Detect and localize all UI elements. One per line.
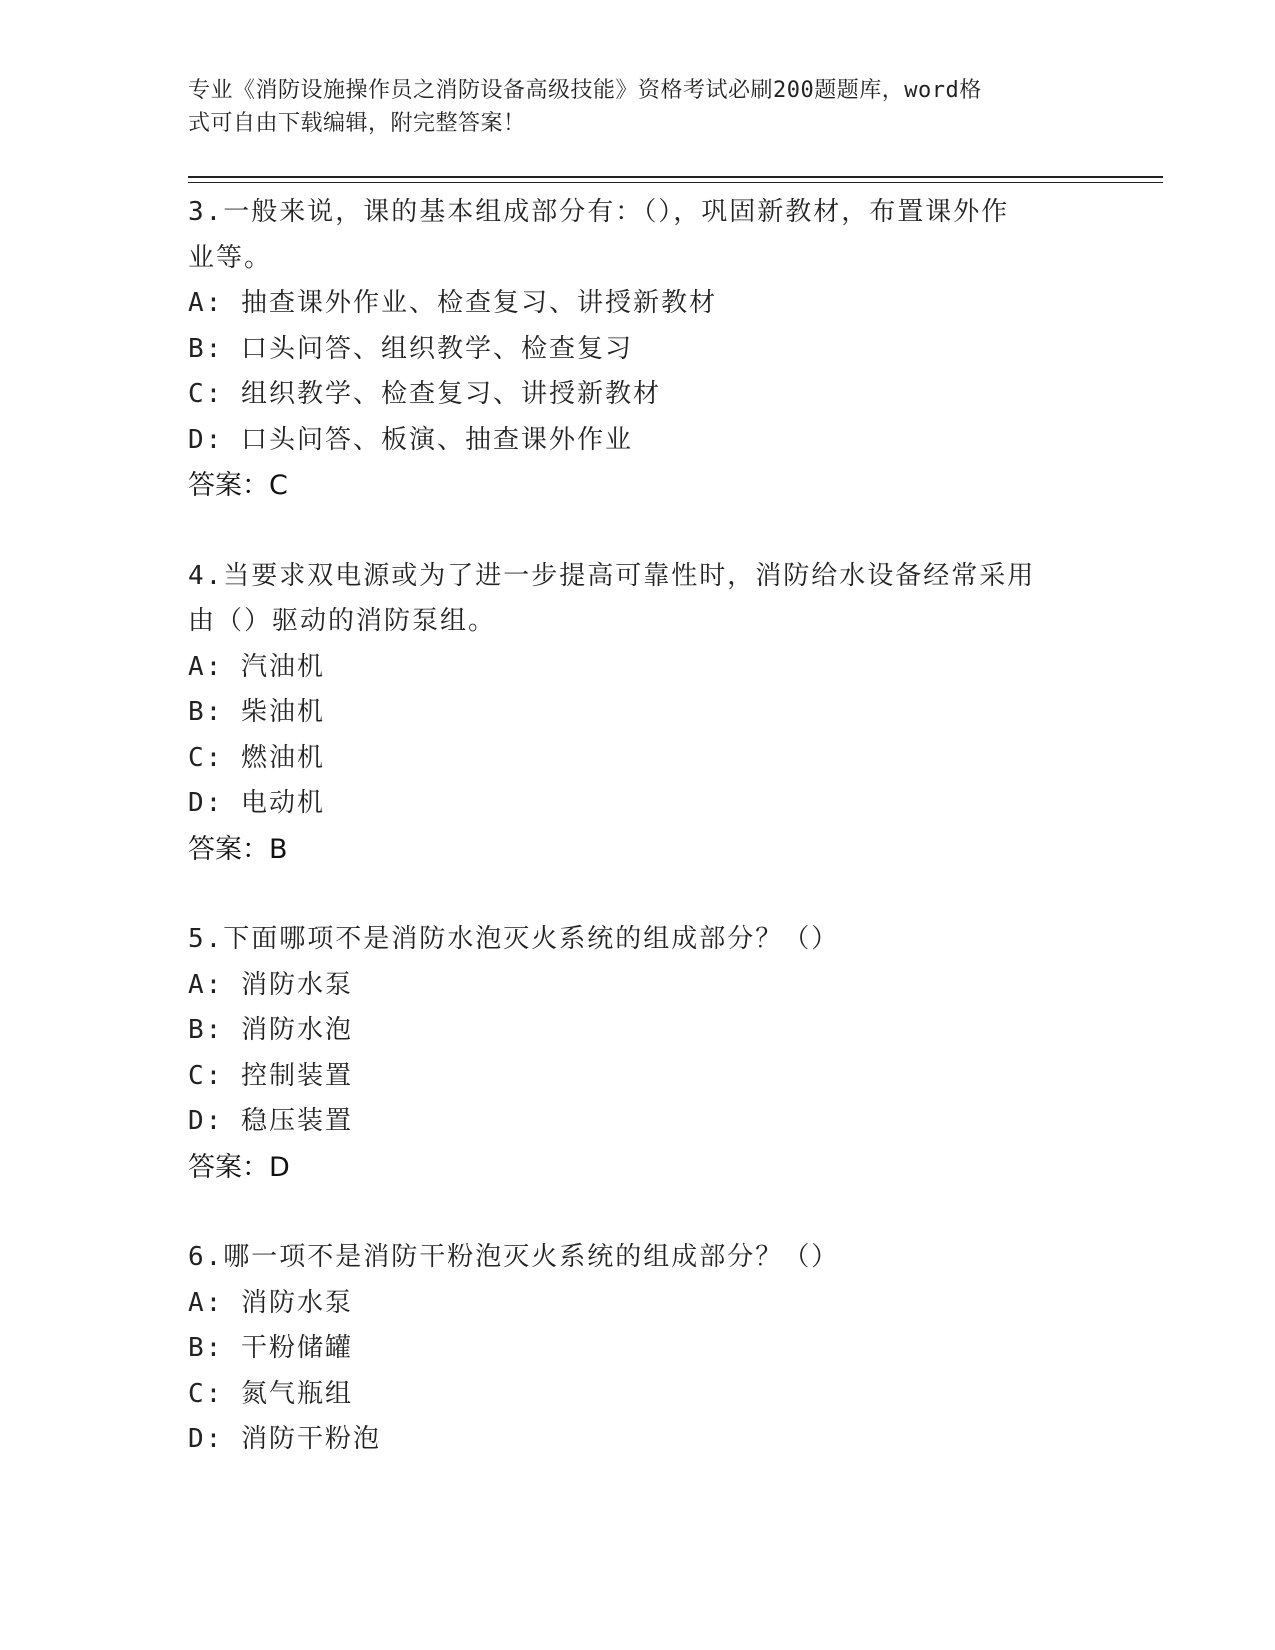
option-c: C: 燃油机 bbox=[188, 742, 325, 773]
question-6 bbox=[188, 1235, 1068, 1463]
option-a: A: 汽油机 bbox=[188, 651, 325, 682]
option-d: D: 稳压装置 bbox=[188, 1106, 353, 1136]
question-stem: 6.哪一项不是消防干粉泡灭火系统的组成部分？（） bbox=[188, 1242, 840, 1272]
option-a: A: 消防水泵 bbox=[188, 969, 353, 1000]
answer-label: 答案：B bbox=[188, 833, 288, 865]
document-header bbox=[188, 74, 1068, 140]
header-line-1: 专业《消防设施操作员之消防设备高级技能》资格考试必刷200题题库，word格 bbox=[188, 78, 982, 103]
option-c: C: 氮气瓶组 bbox=[188, 1378, 353, 1409]
option-d: D: 口头问答、板演、抽查课外作业 bbox=[188, 424, 633, 455]
option-a: A: 消防水泵 bbox=[188, 1287, 353, 1318]
option-a: A: 抽查课外作业、检查复习、讲授新教材 bbox=[188, 288, 717, 318]
question-stem-continued: 由（）驱动的消防泵组。 bbox=[188, 606, 497, 636]
answer-label: 答案：D bbox=[188, 1151, 290, 1183]
option-b: B: 口头问答、组织教学、检查复习 bbox=[188, 333, 633, 364]
question-5 bbox=[188, 917, 1068, 1190]
question-stem: 5.下面哪项不是消防水泡灭火系统的组成部分？（） bbox=[188, 924, 840, 954]
option-d: D: 消防干粉泡 bbox=[188, 1424, 381, 1454]
question-stem: 3.一般来说，课的基本组成部分有：（），巩固新教材，布置课外作 bbox=[188, 197, 1010, 227]
answer-label: 答案：C bbox=[188, 470, 288, 501]
option-c: C: 控制装置 bbox=[188, 1060, 353, 1091]
header-line-2: 式可自由下载编辑，附完整答案！ bbox=[188, 111, 526, 136]
question-4 bbox=[188, 554, 1068, 873]
question-list bbox=[188, 190, 1068, 1463]
header-divider-thin bbox=[188, 182, 1163, 183]
option-b: B: 干粉储罐 bbox=[188, 1333, 353, 1363]
option-c: C: 组织教学、检查复习、讲授新教材 bbox=[188, 379, 661, 409]
question-gap bbox=[188, 1190, 1068, 1235]
question-gap bbox=[188, 509, 1068, 554]
question-gap bbox=[188, 872, 1068, 917]
header-divider-thick bbox=[188, 176, 1163, 178]
question-3 bbox=[188, 190, 1068, 509]
option-d: D: 电动机 bbox=[188, 788, 325, 818]
question-stem-continued: 业等。 bbox=[188, 242, 273, 273]
option-b: B: 柴油机 bbox=[188, 697, 325, 727]
question-stem: 4.当要求双电源或为了进一步提高可靠性时，消防给水设备经常采用 bbox=[188, 560, 1036, 591]
option-b: B: 消防水泡 bbox=[188, 1015, 353, 1045]
